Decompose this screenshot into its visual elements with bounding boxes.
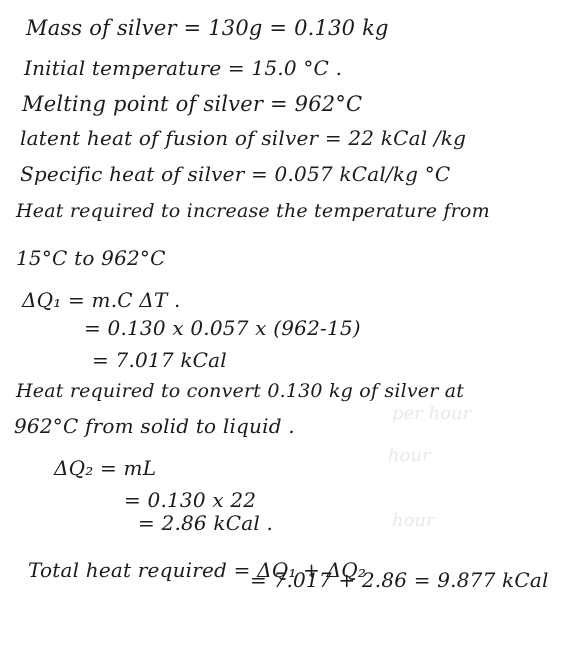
ghost-text-1: per hour (392, 403, 472, 424)
line-delta-q1-result: = 7.017 kCal (92, 348, 227, 372)
ghost-text-2: hour (388, 445, 431, 466)
line-heat-required-convert: Heat required to convert 0.130 kg of silver at (16, 380, 465, 402)
line-total-heat-formula: Total heat required = ΔQ₁ + ΔQ₂ (28, 558, 367, 582)
line-solid-to-liquid: 962°C from solid to liquid . (14, 414, 295, 438)
line-delta-q2-substitution: = 0.130 x 22 (124, 488, 257, 512)
line-delta-q2-formula: ΔQ₂ = mL (54, 456, 157, 480)
line-delta-q2-result: = 2.86 kCal . (138, 511, 274, 535)
line-mass-of-silver: Mass of silver = 130g = 0.130 kg (26, 16, 389, 40)
line-total-heat-result: = 7.017 + 2.86 = 9.877 kCal (250, 568, 549, 592)
line-melting-point: Melting point of silver = 962°C (22, 92, 363, 116)
line-heat-required-increase: Heat required to increase the temperature from (16, 200, 490, 222)
line-temperature-range: 15°C to 962°C (16, 246, 166, 270)
line-latent-heat: latent heat of fusion of silver = 22 kCal /kg (20, 126, 467, 150)
line-delta-q1-substitution: = 0.130 x 0.057 x (962-15) (84, 316, 361, 340)
line-initial-temperature: Initial temperature = 15.0 °C . (24, 56, 343, 80)
line-delta-q1-formula: ΔQ₁ = m.C ΔT . (22, 288, 181, 312)
ghost-text-3: hour (392, 510, 435, 531)
line-specific-heat: Specific heat of silver = 0.057 kCal/kg °C (20, 162, 451, 186)
